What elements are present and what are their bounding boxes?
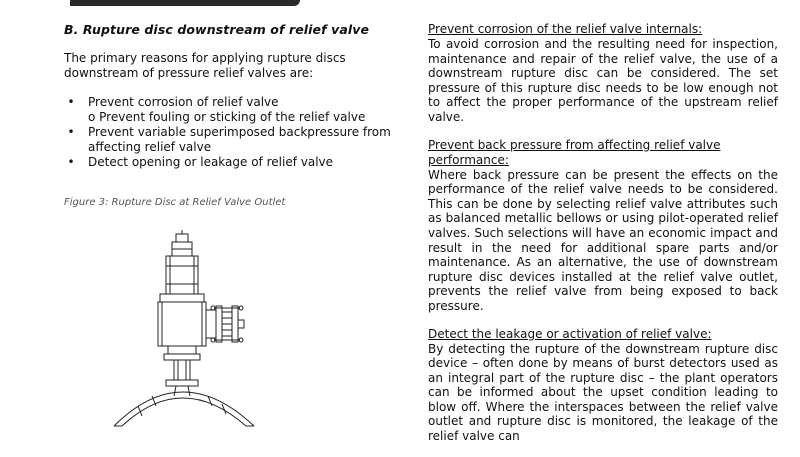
reasons-list	[64, 95, 416, 170]
subheading-leakage: Detect the leakage or activation of relief valve:	[428, 326, 712, 341]
paragraph-leakage: By detecting the rupture of the downstream rupture disc device – often done by means of burst detectors used as an integral part of the rupture disc – the plant operators can be informed about the upset condition leading to blow off. Where the interspaces between the relief valve outlet and rupture disc is monitored, the leakage of the relief valve can	[428, 341, 778, 444]
top-edge	[0, 0, 800, 12]
section-back-pressure	[428, 138, 778, 314]
relief-valve-drawing	[108, 230, 288, 430]
bullet-icon: •	[67, 125, 75, 139]
subheading-back-pressure: Prevent back pressure from affecting relief valve performance:	[428, 137, 721, 167]
intro-paragraph: The primary reasons for applying rupture discs downstream of pressure relief valves are:	[64, 51, 346, 80]
list-item	[64, 125, 416, 155]
section-heading: B. Rupture disc downstream of relief valve	[64, 22, 370, 37]
paragraph-back-pressure: Where back pressure can be present the effects on the performance of the relief valve needs to be considered. This can be done by selecting relief valve attributes such as balanced metallic bellows or using pilot-operated relief valves. Such selections will have an economic impact and result in the need for additional spare parts and/or maintenance. As an alternative, the use of downstream rupture disc devices installed at the relief valve outlet, prevents the relief valve from being exposed to back pressure.	[428, 167, 778, 313]
figure-caption: Figure 3: Rupture Disc at Relief Valve Outlet	[64, 197, 286, 208]
top-edge-dark-shape	[70, 0, 300, 6]
bullet-icon: •	[67, 95, 75, 109]
list-item-text: Prevent variable superimposed backpressure from affecting relief valve	[88, 125, 391, 154]
list-item	[64, 155, 416, 170]
list-item-text: Prevent corrosion of relief valve	[88, 95, 279, 109]
list-subitem-text: o Prevent fouling or sticking of the relief valve	[88, 110, 366, 124]
left-column	[64, 22, 416, 208]
section-leakage	[428, 327, 778, 444]
right-column	[428, 22, 778, 457]
paragraph-corrosion: To avoid corrosion and the resulting need for inspection, maintenance and repair of the relief valve, the use of a downstream rupture disc can be considered. The set pressure of this rupture disc needs to be low enough not to affect the proper performance of the upstream relief valve.	[428, 37, 778, 124]
relief-valve-figure	[108, 230, 288, 430]
list-item	[64, 95, 416, 125]
list-item-text: Detect opening or leakage of relief valve	[88, 155, 334, 169]
bullet-icon: •	[67, 155, 75, 169]
section-corrosion	[428, 22, 778, 125]
subheading-corrosion: Prevent corrosion of the relief valve internals:	[428, 22, 703, 36]
